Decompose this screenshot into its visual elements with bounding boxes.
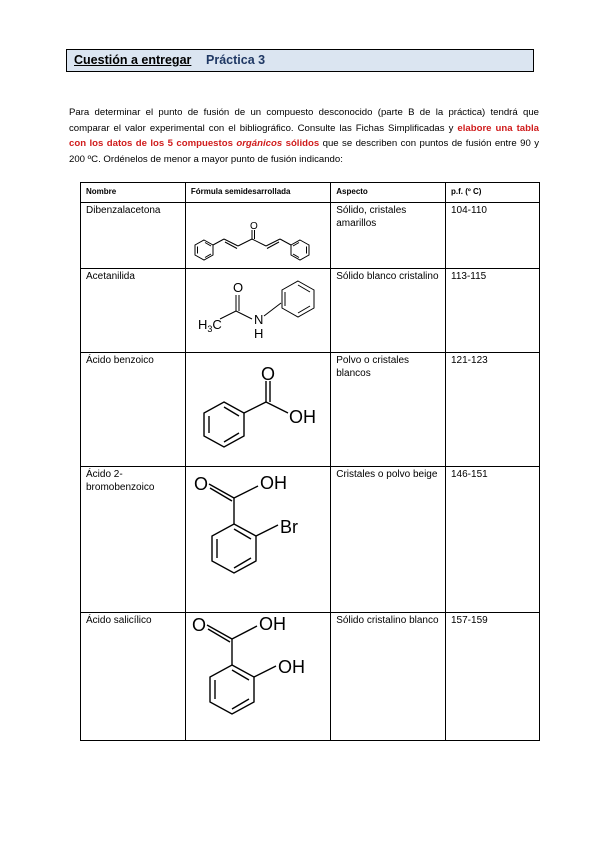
sal-oh-carboxyl-label: OH [258, 614, 286, 634]
dibenzalacetona-structure [186, 203, 324, 266]
compound-name: Ácido benzoico [81, 353, 186, 467]
ketone-o-label: O [249, 221, 258, 232]
benzoic-o-label: O [260, 364, 275, 384]
compound-aspect: Sólido, cristales amarillos [331, 203, 446, 269]
bromo-o-label: O [193, 474, 208, 494]
acet-o-label: O [232, 280, 244, 295]
acido-salicilico-structure [186, 613, 324, 738]
acet-n-label: N [253, 312, 264, 327]
header-pf: p.f. (º C) [446, 183, 540, 203]
compound-mp: 121-123 [446, 353, 540, 467]
intro-text-2: que se describen con puntos de fusión entre 90 y 200 ºC. Ordénelos de menor a mayor punto de fusión indicando: [69, 138, 539, 165]
table-row [81, 353, 540, 467]
compound-name: Acetanilida [81, 269, 186, 353]
header-nombre: Nombre [81, 183, 186, 203]
formula-cell [185, 353, 330, 467]
table-row [81, 203, 540, 269]
compound-mp: 146-151 [446, 467, 540, 613]
acet-h3c-label: $H_3C$ [197, 317, 222, 334]
formula-cell [185, 203, 330, 269]
header-formula: Fórmula semidesarrollada [185, 183, 330, 203]
intro-highlight-2: sólidos [285, 138, 320, 149]
table-header-row [81, 183, 540, 203]
compound-name: Ácido salicílico [81, 613, 186, 741]
page-title: Cuestión a entregar [74, 53, 192, 67]
compound-mp: 113-115 [446, 269, 540, 353]
compound-aspect: Polvo o cristales blancos [331, 353, 446, 467]
sal-oh-hydroxyl-label: OH [277, 657, 305, 677]
intro-highlight-1: elabore una tabla con los datos de los 5 compuestos [69, 122, 539, 149]
compound-name: Ácido 2-bromobenzoico [81, 467, 186, 613]
intro-paragraph [69, 105, 539, 167]
compound-aspect: Cristales o polvo beige [331, 467, 446, 613]
formula-cell [185, 269, 330, 353]
bromo-br-label: Br [279, 517, 298, 537]
formula-cell [185, 467, 330, 613]
formula-cell [185, 613, 330, 741]
compound-aspect: Sólido blanco cristalino [331, 269, 446, 353]
sal-o-label: O [191, 615, 206, 635]
acet-nh-label: H [253, 326, 264, 341]
header-aspecto: Aspecto [331, 183, 446, 203]
table-row [81, 467, 540, 613]
intro-highlight-italic: orgánicos [236, 138, 283, 149]
table-row [81, 269, 540, 353]
acido-2-bromobenzoico-structure [186, 467, 324, 610]
intro-text-1: Para determinar el punto de fusión de un compuesto desconocido (parte B de la práctica) tendrá que comparar el valor experimental con el bibliográfico. Consulte las Fichas Simplificadas y [69, 107, 539, 134]
acido-benzoico-structure [186, 353, 324, 464]
benzoic-oh-label: OH [288, 407, 316, 427]
header-box [66, 49, 534, 72]
compounds-table [80, 182, 540, 741]
compound-mp: 104-110 [446, 203, 540, 269]
compound-mp: 157-159 [446, 613, 540, 741]
page-subtitle: Práctica 3 [206, 53, 266, 67]
table-row [81, 613, 540, 741]
acetanilida-structure [186, 269, 324, 350]
compound-name: Dibenzalacetona [81, 203, 186, 269]
compound-aspect: Sólido cristalino blanco [331, 613, 446, 741]
bromo-oh-label: OH [259, 473, 287, 493]
